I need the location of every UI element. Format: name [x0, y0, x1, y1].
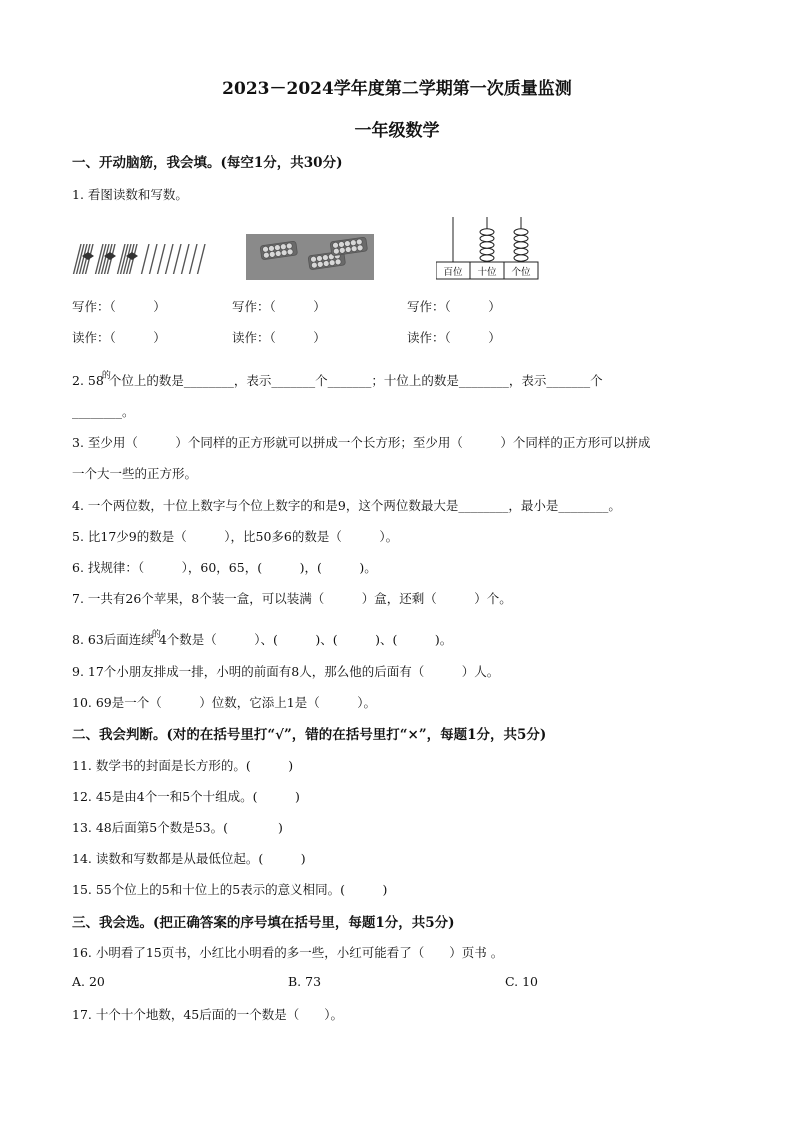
- section-3-heading: 三、我会选。(把正确答案的序号填在括号里，每题1分，共5分): [72, 915, 455, 931]
- question-2-start: 2. 58: [72, 373, 104, 388]
- abacus-bead-tens: [480, 235, 494, 241]
- question-2: [72, 368, 603, 389]
- section-2-heading: 二、我会判断。(对的在括号里打“√”，错的在括号里打“×”，每题1分，共5分): [72, 727, 547, 743]
- abacus-figure: [436, 215, 540, 281]
- egg-cartons-figure: [246, 234, 374, 280]
- read-blank-3[interactable]: 读作：（ ）: [407, 330, 501, 345]
- question-3: 3. 至少用（ ）个同样的正方形就可以拼成一个长方形；至少用（ ）个同样的正方形可以拼成: [72, 435, 651, 450]
- question-16-option-c[interactable]: C. 10: [505, 974, 538, 989]
- exam-subtitle: 一年级数学: [354, 121, 440, 141]
- question-8-superscript: 的: [151, 630, 161, 640]
- question-10: 10. 69是一个（ ）位数，它添上1是（ ）。: [72, 695, 376, 710]
- question-2-continued: ________。: [72, 404, 135, 419]
- abacus-bead-ones: [514, 255, 528, 261]
- abacus-label-hundreds: 百位: [443, 267, 463, 278]
- read-blank-1[interactable]: 读作：（ ）: [72, 330, 166, 345]
- abacus-bead-tens: [480, 229, 494, 235]
- question-12: 12. 45是由4个一和5个十组成。( ): [72, 789, 300, 804]
- question-16-option-a[interactable]: A. 20: [72, 974, 105, 989]
- stick-bundles-figure: [72, 238, 212, 278]
- abacus-bead-tens: [480, 248, 494, 254]
- abacus-bead-tens: [480, 255, 494, 261]
- question-8-start: 8. 63后面连续: [72, 632, 154, 647]
- question-17: 17. 十个十个地数，45后面的一个数是（ ）。: [72, 1007, 344, 1022]
- question-13: 13. 48后面第5个数是53。( ): [72, 820, 283, 835]
- write-blank-3[interactable]: 写作：（ ）: [407, 299, 501, 314]
- abacus-bead-tens: [480, 242, 494, 248]
- question-2-superscript: 的: [101, 371, 111, 381]
- abacus-bead-ones: [514, 242, 528, 248]
- question-4: 4. 一个两位数，十位上数字与个位上数字的和是9，这个两位数最大是________，最小是________。: [72, 498, 621, 513]
- question-16-option-b[interactable]: B. 73: [288, 974, 322, 989]
- abacus-bead-ones: [514, 248, 528, 254]
- write-blank-1[interactable]: 写作：（ ）: [72, 299, 166, 314]
- question-9: 9. 17个小朋友排成一排，小明的前面有8人，那么他的后面有（ ）人。: [72, 664, 500, 679]
- abacus-beads: [480, 229, 528, 261]
- question-7: 7. 一共有26个苹果，8个装一盒，可以装满（ ）盒，还剩（ ）个。: [72, 591, 512, 606]
- question-16: 16. 小明看了15页书，小红比小明看的多一些，小红可能看了（ ）页书 。: [72, 945, 504, 960]
- question-8: [72, 627, 452, 648]
- question-15: 15. 55个位上的5和十位上的5表示的意义相同。( ): [72, 882, 388, 897]
- read-blank-2[interactable]: 读作：（ ）: [232, 330, 326, 345]
- question-14: 14. 读数和写数都是从最低位起。( ): [72, 851, 306, 866]
- question-1: 1. 看图读数和写数。: [72, 187, 188, 202]
- abacus-label-tens: 十位: [477, 267, 497, 278]
- exam-title: 2023－2024学年度第二学期第一次质量监测: [222, 79, 572, 99]
- question-11: 11. 数学书的封面是长方形的。( ): [72, 758, 294, 773]
- question-3-continued: 一个大一些的正方形。: [72, 466, 198, 481]
- question-5: 5. 比17少9的数是（ ），比50多6的数是（ ）。: [72, 529, 399, 544]
- question-8-rest: 4个数是（ ）、( )、( )、( )。: [158, 632, 453, 647]
- question-2-rest: 个位上的数是________，表示_______个_______；十位上的数是________，表示_______个: [108, 373, 603, 388]
- abacus-bead-ones: [514, 229, 528, 235]
- abacus-label-ones: 个位: [511, 267, 531, 278]
- section-1-heading: 一、开动脑筋，我会填。(每空1分，共30分): [72, 155, 343, 171]
- write-blank-2[interactable]: 写作：（ ）: [232, 299, 326, 314]
- question-6: 6. 找规律：（ ），60，65，( )，( )。: [72, 560, 377, 575]
- abacus-bead-ones: [514, 235, 528, 241]
